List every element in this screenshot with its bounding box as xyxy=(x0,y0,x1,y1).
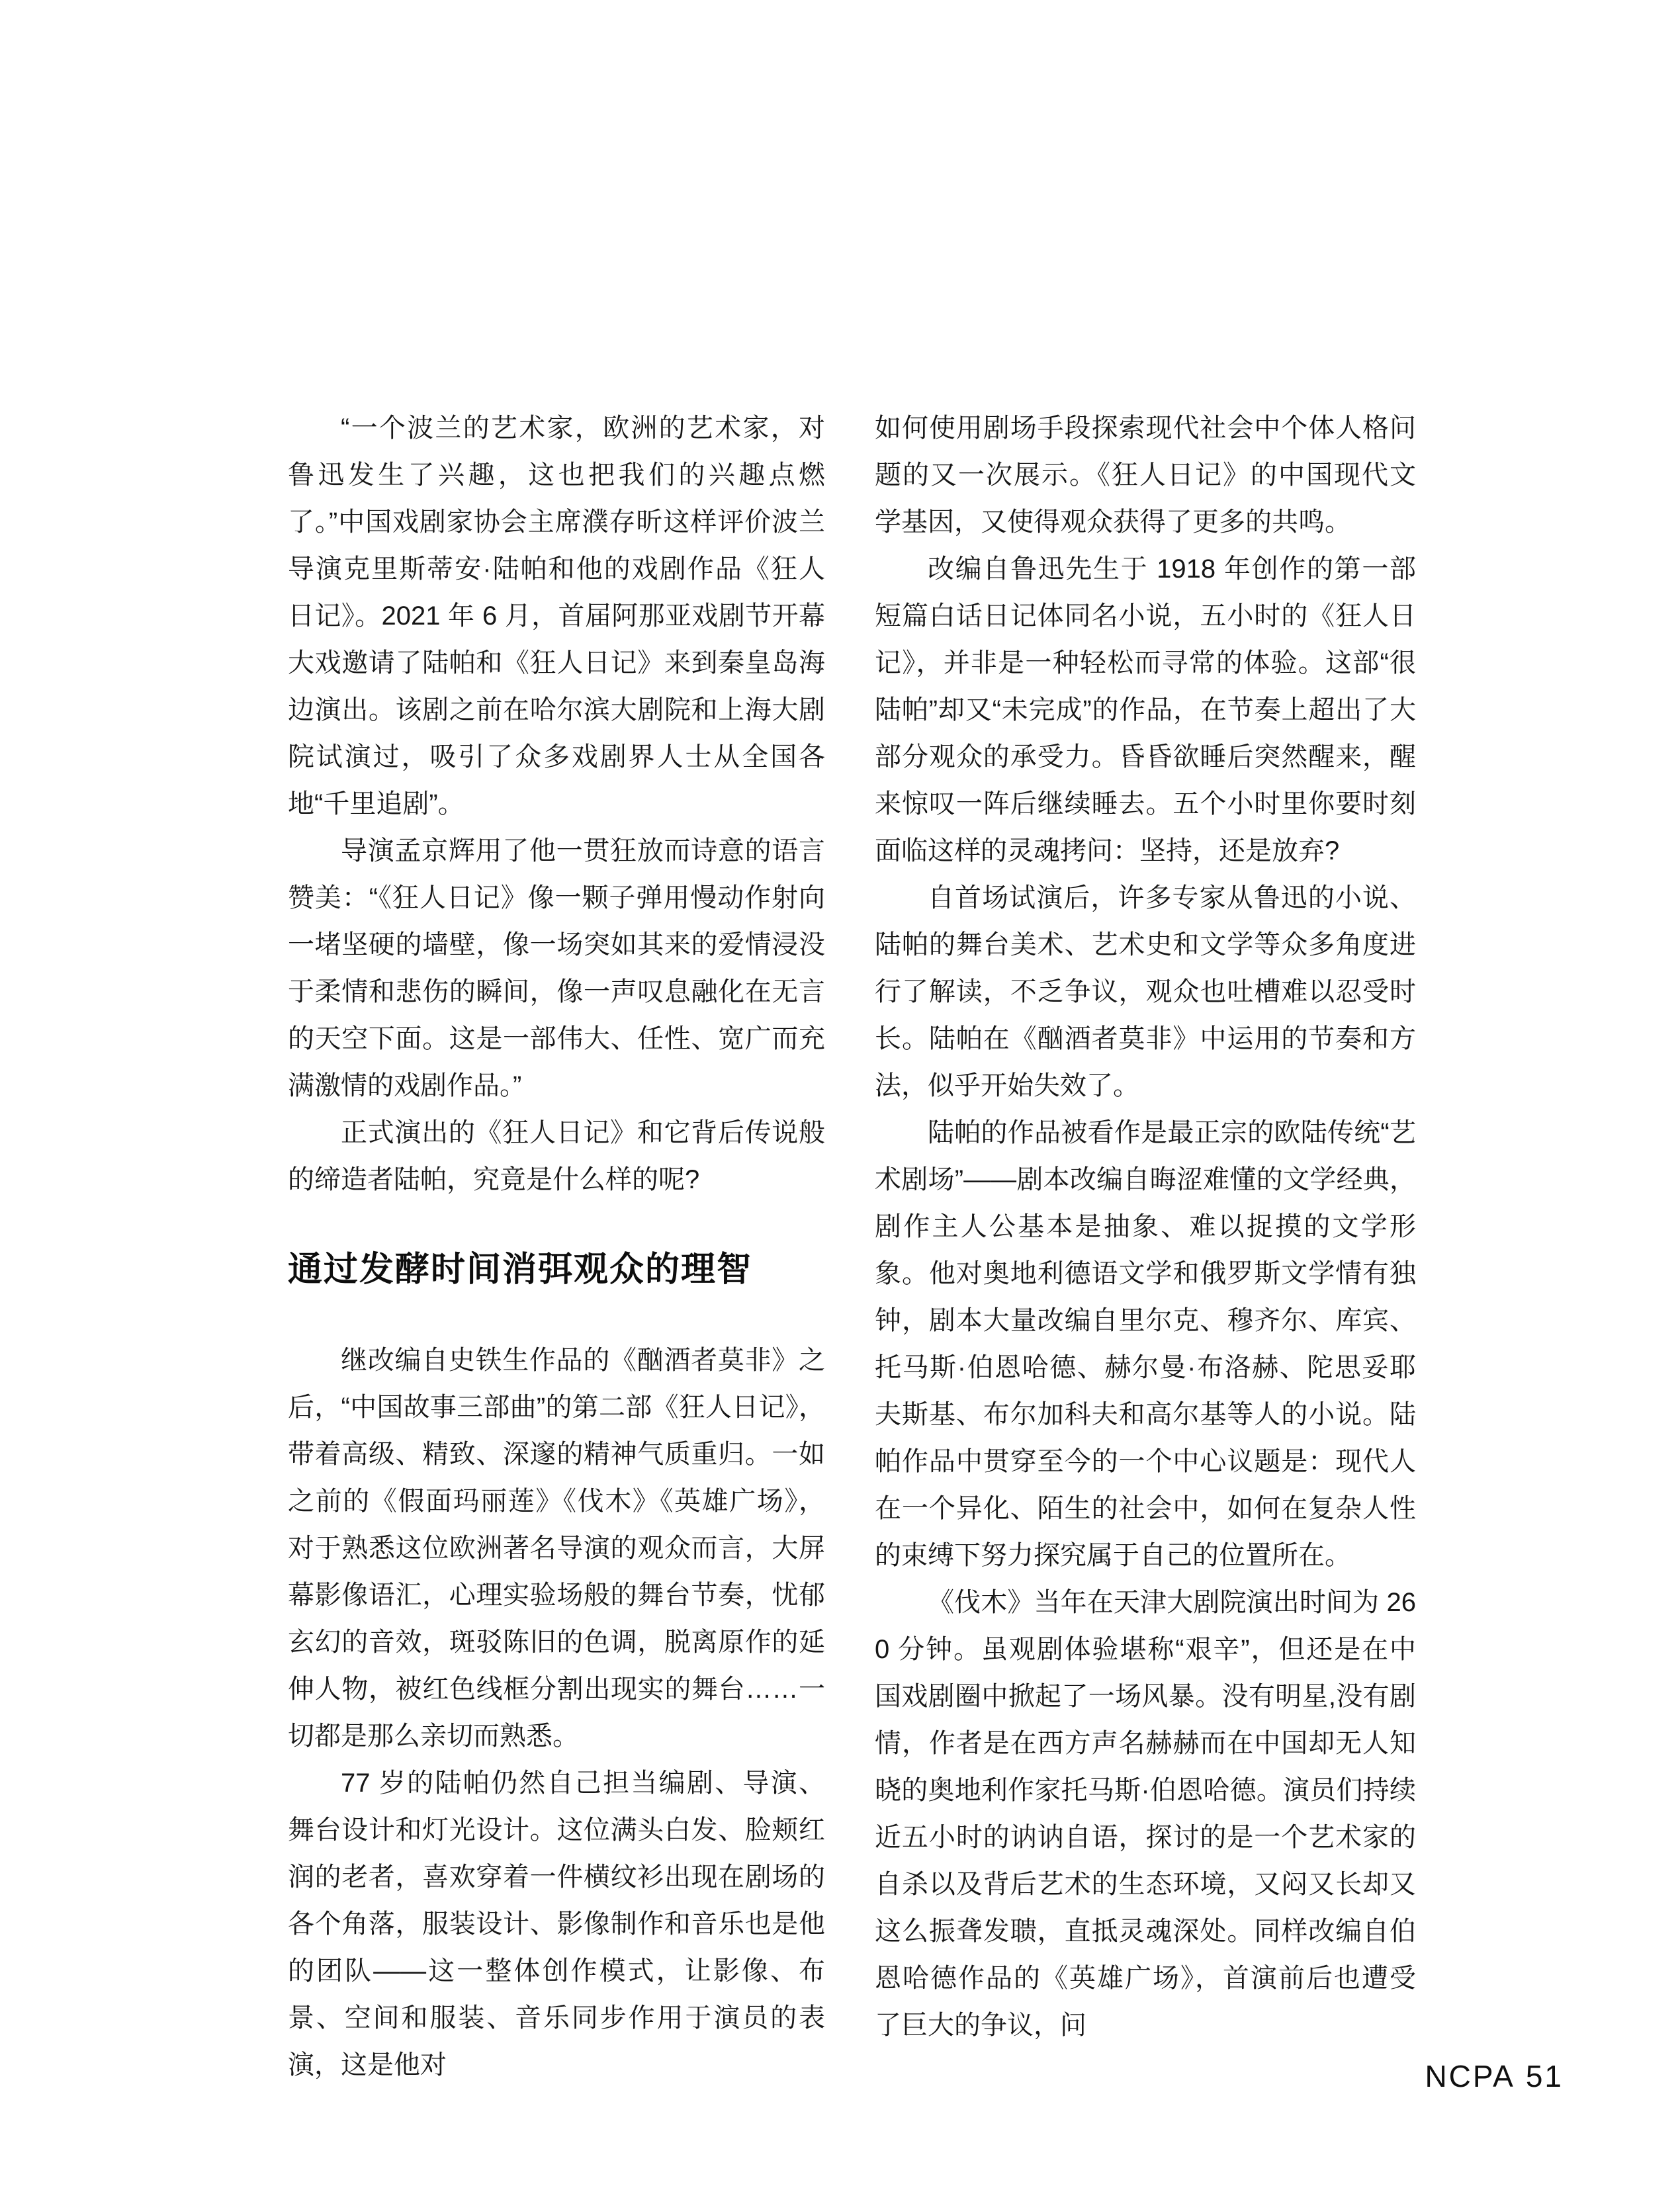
body-paragraph-continuation: 如何使用剧场手段探索现代社会中个体人格问题的又一次展示。《狂人日记》的中国现代文学基因，又使得观众获得了更多的共鸣。 xyxy=(875,414,1416,537)
body-paragraph: “一个波兰的艺术家，欧洲的艺术家，对鲁迅发生了兴趣，这也把我们的兴趣点燃了。”中国戏剧家协会主席濮存昕这样评价波兰导演克里斯蒂安·陆帕和他的戏剧作品《狂人日记》。2021 年 6 月，首届阿那亚戏剧节开幕大戏邀请了陆帕和《狂人日记》来到秦皇岛海边演出。该剧之前在哈尔滨大剧院和上海大剧院试演过，吸引了众多戏剧界人士从全国各地“千里追剧”。 xyxy=(288,414,825,818)
journal-name: NCPA xyxy=(1425,2059,1515,2093)
left-column xyxy=(288,405,825,2089)
page-footer xyxy=(1425,2059,1564,2093)
body-paragraph: 改编自鲁迅先生于 1918 年创作的第一部短篇白话日记体同名小说，五小时的《狂人日记》，并非是一种轻松而寻常的体验。这部“很陆帕”却又“未完成”的作品，在节奏上超出了大部分观众的承受力。昏昏欲睡后突然醒来，醒来惊叹一阵后继续睡去。五个小时里你要时刻面临这样的灵魂拷问：坚持，还是放弃? xyxy=(875,554,1416,865)
page-number: 51 xyxy=(1525,2059,1564,2093)
body-paragraph: 正式演出的《狂人日记》和它背后传说般的缔造者陆帕，究竟是什么样的呢? xyxy=(288,1118,825,1194)
body-paragraph: 继改编自史铁生作品的《酗酒者莫非》之后，“中国故事三部曲”的第二部《狂人日记》，带着高级、精致、深邃的精神气质重归。一如之前的《假面玛丽莲》《伐木》《英雄广场》，对于熟悉这位欧洲著名导演的观众而言，大屏幕影像语汇，心理实验场般的舞台节奏，忧郁玄幻的音效，斑驳陈旧的色调，脱离原作的延伸人物，被红色线框分割出现实的舞台……一切都是那么亲切而熟悉。 xyxy=(288,1346,825,1751)
section-heading: 通过发酵时间消弭观众的理智 xyxy=(288,1250,753,1289)
body-paragraph: 导演孟京辉用了他一贯狂放而诗意的语言赞美：“《狂人日记》像一颗子弹用慢动作射向一堵坚硬的墙壁，像一场突如其来的爱情浸没于柔情和悲伤的瞬间，像一声叹息融化在无言的天空下面。这是一部伟大、任性、宽广而充满激情的戏剧作品。” xyxy=(288,836,825,1100)
body-paragraph: 《伐木》当年在天津大剧院演出时间为 260 分钟。虽观剧体验堪称“艰辛”，但还是在中国戏剧圈中掀起了一场风暴。没有明星,没有剧情，作者是在西方声名赫赫而在中国却无人知晓的奥地利作家托马斯·伯恩哈德。演员们持续近五小时的讷讷自语，探讨的是一个艺术家的自杀以及背后艺术的生态环境，又闷又长却又这么振聋发聩，直抵灵魂深处。同样改编自伯恩哈德作品的《英雄广场》，首演前后也遭受了巨大的争议，问 xyxy=(875,1588,1416,2040)
body-paragraph: 自首场试演后，许多专家从鲁迅的小说、陆帕的舞台美术、艺术史和文学等众多角度进行了解读，不乏争议，观众也吐槽难以忍受时长。陆帕在《酗酒者莫非》中运用的节奏和方法，似乎开始失效了。 xyxy=(875,883,1416,1100)
body-paragraph: 77 岁的陆帕仍然自己担当编剧、导演、舞台设计和灯光设计。这位满头白发、脸颊红润的老者，喜欢穿着一件横纹衫出现在剧场的各个角落，服装设计、影像制作和音乐也是他的团队——这一整体创作模式，让影像、布景、空间和服装、音乐同步作用于演员的表演，这是他对 xyxy=(288,1769,825,2079)
right-column xyxy=(875,405,1416,2049)
body-paragraph: 陆帕的作品被看作是最正宗的欧陆传统“艺术剧场”——剧本改编自晦涩难懂的文学经典，剧作主人公基本是抽象、难以捉摸的文学形象。他对奥地利德语文学和俄罗斯文学情有独钟，剧本大量改编自里尔克、穆齐尔、库宾、托马斯·伯恩哈德、赫尔曼·布洛赫、陀思妥耶夫斯基、布尔加科夫和高尔基等人的小说。陆帕作品中贯穿至今的一个中心议题是：现代人在一个异化、陌生的社会中，如何在复杂人性的束缚下努力探究属于自己的位置所在。 xyxy=(875,1118,1416,1570)
